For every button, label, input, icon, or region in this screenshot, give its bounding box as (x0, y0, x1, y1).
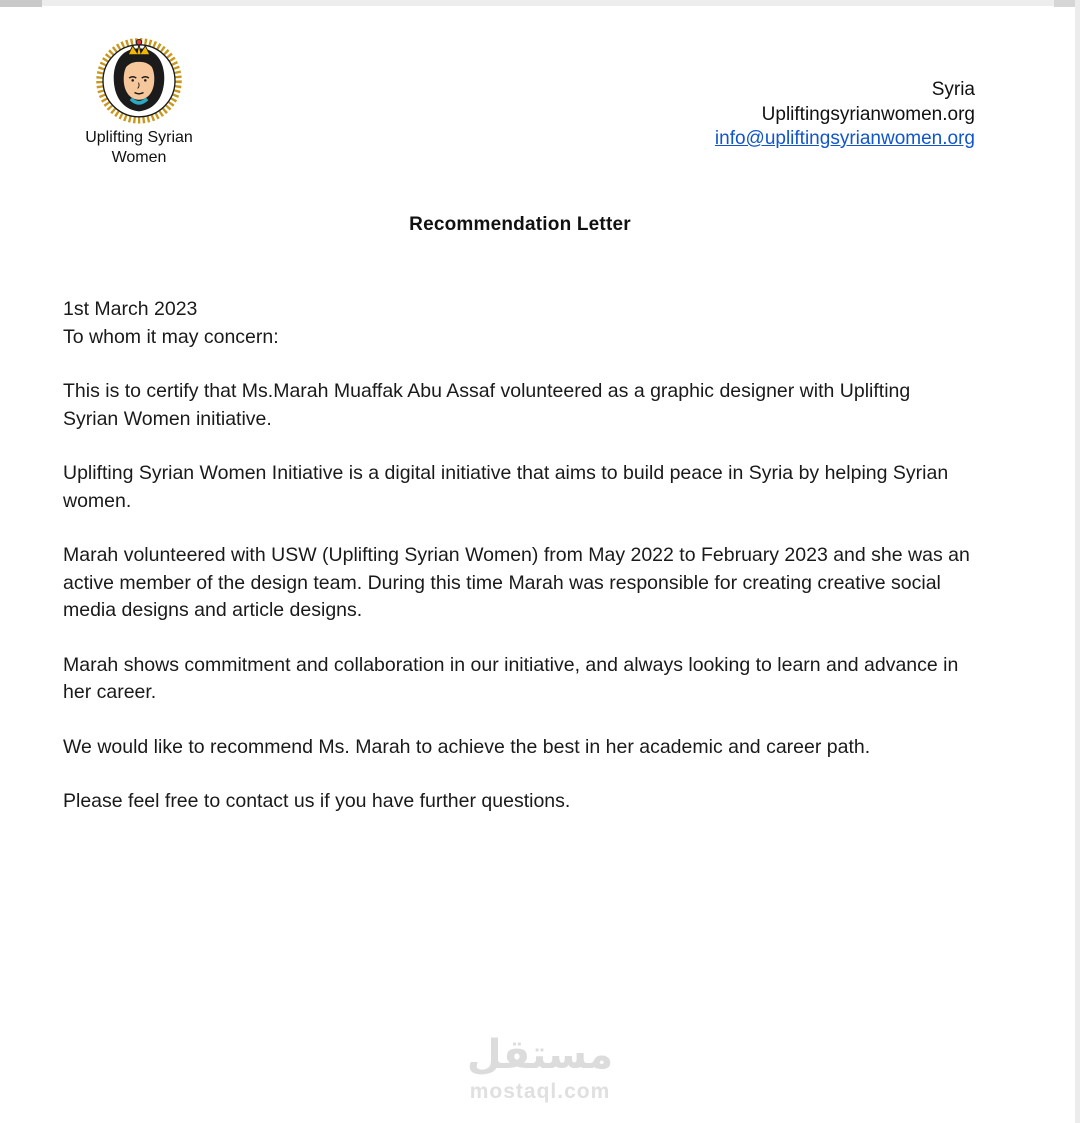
contact-block (715, 78, 975, 152)
page-edge-right (1075, 0, 1080, 1123)
letter-title: Recommendation Letter (409, 214, 631, 235)
letter-header (0, 0, 1080, 168)
letter-paragraph-4: Marah shows commitment and collaboration in our initiative, and always looking to learn and advance in her career. (63, 653, 959, 703)
contact-email-link[interactable]: info@upliftingsyrianwomen.org (714, 128, 975, 149)
letter-body (0, 296, 1080, 816)
contact-website: Upliftingsyrianwomen.org (761, 103, 975, 125)
letter-paragraph-2: Uplifting Syrian Women Initiative is a digital initiative that aims to build peace in Syria by helping Syrian women. (63, 462, 949, 512)
logo-caption-line1: Uplifting Syrian (85, 129, 193, 146)
letter-paragraph-3: Marah volunteered with USW (Uplifting Syrian Women) from May 2022 to February 2023 and she was an active member of the design team. During this time Marah was responsible for creating creative social media designs and article designs. (63, 544, 970, 621)
logo-caption (67, 128, 211, 168)
watermark-domain-text: mostaql.com (469, 1080, 611, 1103)
letter-date: 1st March 2023 (63, 298, 198, 320)
letter-paragraph-6: Please feel free to contact us if you have further questions. (63, 790, 571, 812)
letter-paragraph-1: This is to certify that Ms.Marah Muaffak Abu Assaf volunteered as a graphic designer with Uplifting Syrian Women initiative. (63, 380, 911, 430)
letter-salutation: To whom it may concern: (63, 325, 279, 348)
page-edge-top (0, 0, 1080, 6)
uplifting-syrian-women-logo-icon (94, 34, 184, 124)
watermark-arabic-text: مستقل (466, 1032, 614, 1078)
contact-location: Syria (931, 79, 975, 100)
watermark (467, 1032, 613, 1104)
page-edge-top-left (0, 0, 42, 7)
letter-paragraph-5: We would like to recommend Ms. Marah to achieve the best in her academic and career path. (63, 735, 871, 758)
logo-caption-line2: Women (111, 149, 167, 166)
organization-logo (67, 34, 211, 168)
